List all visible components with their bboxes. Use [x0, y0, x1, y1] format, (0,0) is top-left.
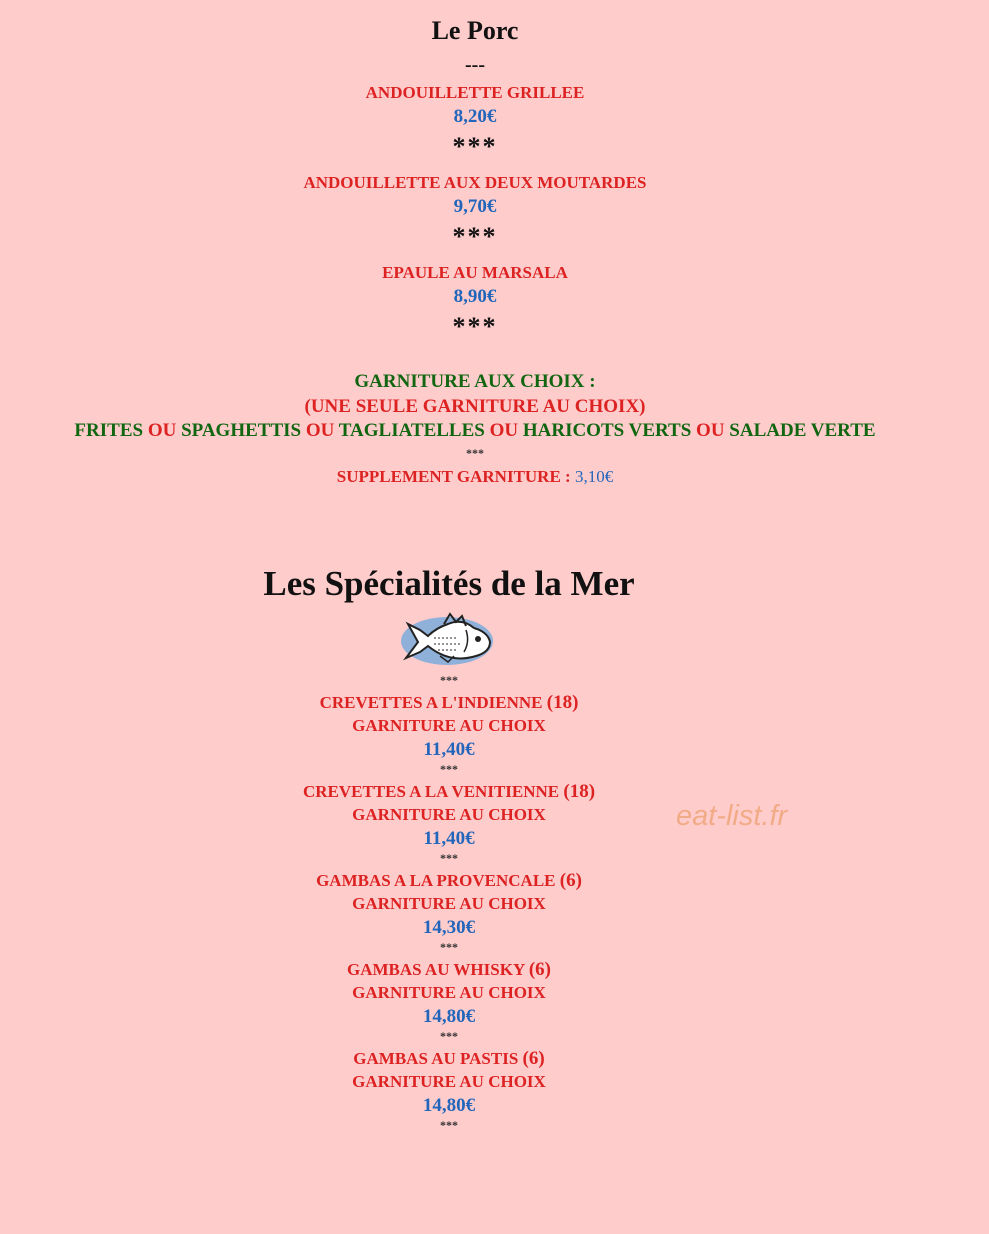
dish-garniture: GARNITURE AU CHOIX	[352, 716, 546, 735]
dish-label: CREVETTES A LA VENITIENNE	[302, 782, 560, 801]
dish-name	[0, 1048, 898, 1070]
separator-small: ***	[440, 1118, 458, 1132]
porc-title-separator: ---	[465, 54, 485, 76]
separator-small: ***	[440, 673, 458, 687]
garniture-option: SALADE VERTE	[729, 420, 876, 441]
dish-garniture: GARNITURE AU CHOIX	[352, 983, 546, 1002]
separator: ***	[452, 312, 498, 341]
garniture-or: OU	[489, 420, 519, 441]
dish-price: 9,70€	[453, 196, 497, 217]
dish-name	[0, 959, 898, 981]
dish-price: 14,80€	[422, 1006, 476, 1027]
mer-title: Les Spécialités de la Mer	[263, 564, 635, 603]
separator-small: ***	[440, 1029, 458, 1043]
dish-name	[0, 870, 898, 892]
separator-small: ***	[440, 940, 458, 954]
porc-title: Le Porc	[431, 16, 519, 45]
dish-garniture: GARNITURE AU CHOIX	[352, 894, 546, 913]
dish-name: ANDOUILLETTE AUX DEUX MOUTARDES	[303, 173, 647, 192]
garniture-option: TAGLIATELLES	[338, 420, 485, 441]
separator-small: ***	[440, 851, 458, 865]
dish-quantity: (18)	[563, 781, 596, 802]
fish-icon	[400, 612, 494, 666]
dish-quantity: (6)	[528, 959, 551, 980]
dish-name	[0, 692, 898, 714]
garniture-option: SPAGHETTIS	[181, 420, 302, 441]
dish-garniture: GARNITURE AU CHOIX	[352, 805, 546, 824]
dish-price: 14,80€	[422, 1095, 476, 1116]
dish-label: GAMBAS A LA PROVENCALE	[316, 871, 556, 890]
dish-quantity: (6)	[522, 1048, 545, 1069]
dish-price: 11,40€	[423, 828, 475, 849]
dish-name: EPAULE AU MARSALA	[382, 263, 568, 282]
dish-label: GAMBAS AU PASTIS	[353, 1049, 519, 1068]
separator-small: ***	[440, 762, 458, 776]
garniture-option: HARICOTS VERTS	[522, 420, 692, 441]
separator-small: ***	[466, 446, 484, 460]
dish-quantity: (6)	[559, 870, 582, 891]
separator: ***	[452, 222, 498, 251]
dish-garniture: GARNITURE AU CHOIX	[352, 1072, 546, 1091]
supplement-label: SUPPLEMENT GARNITURE :	[336, 467, 571, 486]
dish-name: ANDOUILLETTE GRILLEE	[365, 83, 585, 102]
garniture-option: FRITES	[74, 420, 144, 441]
dish-quantity: (18)	[546, 692, 579, 713]
dish-price: 8,20€	[453, 106, 497, 127]
dish-label: CREVETTES A L'INDIENNE	[319, 693, 543, 712]
garniture-or: OU	[305, 420, 335, 441]
dish-price: 8,90€	[453, 286, 497, 307]
supplement-line	[0, 467, 950, 487]
garniture-title: GARNITURE AUX CHOIX :	[354, 371, 596, 392]
separator: ***	[452, 132, 498, 161]
supplement-price: 3,10€	[574, 467, 614, 486]
dish-label: GAMBAS AU WHISKY	[347, 960, 525, 979]
garniture-options	[0, 420, 950, 442]
watermark: eat-list.fr	[676, 800, 788, 832]
dish-price: 11,40€	[423, 739, 475, 760]
dish-price: 14,30€	[422, 917, 476, 938]
garniture-note: (UNE SEULE GARNITURE AU CHOIX)	[304, 396, 646, 417]
garniture-or: OU	[147, 420, 177, 441]
garniture-or: OU	[696, 420, 725, 441]
